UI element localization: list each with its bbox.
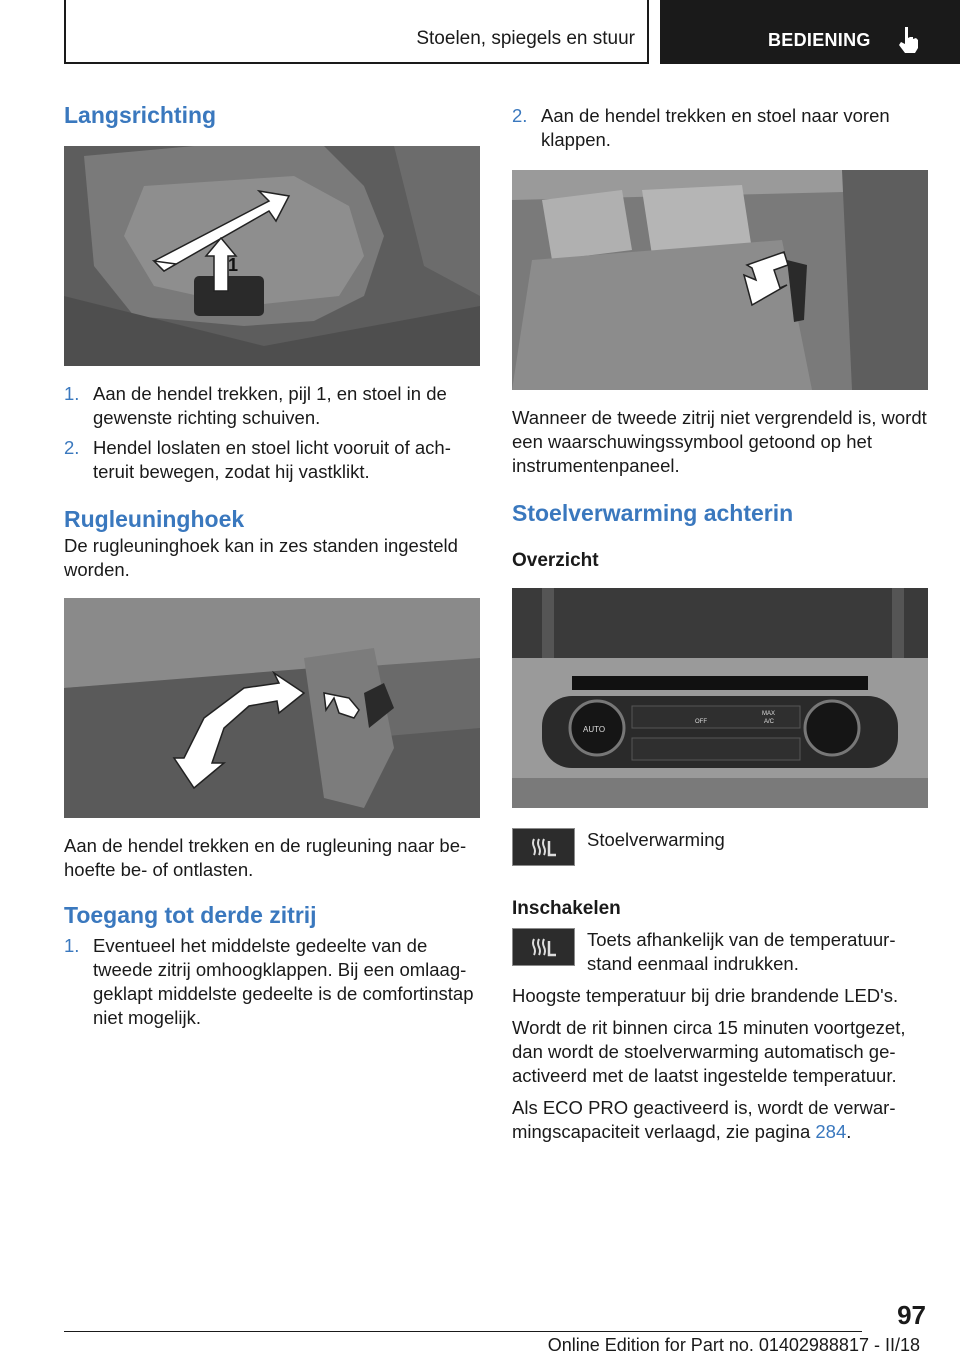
- step-text: Hendel loslaten en stoel licht vooruit of achteruit bewegen, zodat hij vastklikt.: [93, 437, 451, 482]
- steps-toegang: [64, 934, 480, 1030]
- step-text: Aan de hendel trekken, pijl 1, en stoel in de gewenste richting schuiven.: [93, 383, 447, 428]
- panel-auto-label: AUTO: [583, 725, 606, 734]
- seat-heating-label: Stoelverwarming: [587, 829, 725, 850]
- seat-fold-photo: [512, 170, 928, 390]
- step-item: [512, 104, 928, 152]
- step-number: 2.: [64, 437, 80, 458]
- inschakelen-instruction: [512, 928, 928, 976]
- seat-longitudinal-photo: [64, 146, 480, 366]
- step-text: Aan de hendel trekken en stoel naar voren klappen.: [541, 105, 890, 150]
- pointing-hand-icon: [896, 26, 922, 54]
- step-number: 2.: [512, 105, 528, 126]
- step-number: 1.: [64, 383, 80, 404]
- step-item: [64, 934, 480, 1030]
- step-text: Eventueel het middelste gedeelte van de tweede zitrij omhoogklappen. Bij een omlaaggeklapt middelste gedeelte is de comfortinstap niet mogelijk.: [93, 935, 474, 1028]
- heading-toegang: Toegang tot derde zitrij: [64, 902, 317, 928]
- section-title: Stoelen, spiegels en stuur: [416, 28, 635, 49]
- warning-text: Wanneer de tweede zitrij niet vergrendeld is, wordt een waarschuwingssymbool getoond op het instrumentenpaneel.: [512, 407, 927, 476]
- panel-max-label: MAX: [762, 711, 776, 717]
- edition-text: Online Edition for Part no. 01402988817 - II/18: [547, 1335, 920, 1355]
- heading-rugleuninghoek: Rugleuninghoek: [64, 506, 245, 532]
- steps-langsrichting: [64, 382, 480, 484]
- seat-heating-icon: [512, 828, 575, 866]
- backrest-angle-photo: [64, 598, 480, 818]
- seat-heating-legend: [512, 828, 928, 868]
- arrow-label-1: 1: [228, 255, 239, 275]
- eco-pro-end: .: [846, 1121, 852, 1142]
- heading-stoelverwarming: Stoelverwarming achterin: [512, 500, 794, 526]
- heading-inschakelen: Inschakelen: [512, 898, 621, 919]
- step-item: [64, 382, 480, 430]
- para-hoogste-temperatuur: Hoogste temperatuur bij drie brandende LED's.: [512, 985, 899, 1006]
- para-automatisch: Wordt de rit binnen circa 15 minuten voortgezet, dan wordt de stoelverwarming automatisch geactiveerd met de laatst ingestelde temperatuur.: [512, 1017, 906, 1086]
- para-eco-pro: [512, 1096, 928, 1144]
- panel-ac-label: A/C: [764, 719, 775, 725]
- step-number: 1.: [64, 935, 80, 956]
- rear-climate-panel-photo: [512, 588, 928, 808]
- heading-overzicht: Overzicht: [512, 550, 599, 571]
- panel-off-label: OFF: [695, 719, 707, 725]
- chapter-title: BEDIENING: [768, 30, 871, 50]
- heading-langsrichting: Langsrichting: [64, 102, 217, 128]
- right-column: [512, 100, 928, 1144]
- inschakelen-text: Toets afhankelijk van de temperatuurstand eenmaal indrukken.: [587, 929, 896, 974]
- rugleuninghoek-caption: Aan de hendel trekken en de rugleuning naar behoefte be- of ontlasten.: [64, 835, 467, 880]
- step-item: [64, 436, 480, 484]
- header-section-box: [64, 0, 649, 64]
- rugleuninghoek-intro: De rugleuninghoek kan in zes standen ingesteld worden.: [64, 535, 458, 580]
- seat-heating-icon: [512, 928, 575, 966]
- header-chapter-box: [660, 0, 960, 64]
- eco-pro-text: Als ECO PRO geactiveerd is, wordt de verwarmingscapaciteit verlaagd, zie pagina: [512, 1097, 896, 1142]
- page-number: 97: [897, 1300, 926, 1330]
- footer-divider: [64, 1331, 862, 1332]
- page-link-284[interactable]: 284: [815, 1121, 847, 1142]
- left-column: [64, 100, 480, 1030]
